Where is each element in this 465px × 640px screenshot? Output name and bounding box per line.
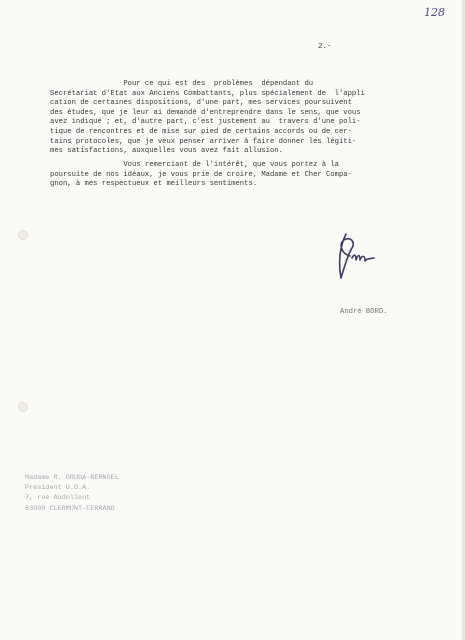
address-line: 7, rue Audollent [25,494,91,503]
recipient-address [25,473,119,514]
address-line: Président U.D.A. [25,484,91,493]
text-line: Secrétariat d'Etat aux Anciens Combattants, plus spécialement de l'appli [50,89,365,98]
folio-number: 128 [424,6,445,19]
address-line: Madame R. GRUDA-BERNOEL [25,474,119,482]
text-line: Vous remerciant de l'intérêt, que vous portez à la [50,161,339,169]
text-line: mes satisfactions, auxquelles vous avez fait allusion. [50,147,283,156]
paragraph-2 [50,161,450,190]
text-line: des études, que je leur ai demandé d'entreprendre dans le sens, que vous [50,108,361,117]
handwritten-signature [332,228,382,286]
punch-hole [18,402,28,412]
text-line: tains protocoles, que je veux penser arriver à faire donner les légiti- [50,137,357,146]
text-line: cation de certaines dispositions, d'une part, mes services poursuivent [50,99,352,108]
text-line: avez indiqué ; et, d'autre part, c'est justement au travers d'une poli- [50,118,361,127]
text-line: gnon, à mes respectueux et meilleurs sentiments. [50,180,258,189]
punch-hole [18,230,28,240]
text-line: Pour ce qui est des problèmes dépendant du [50,80,314,88]
paragraph-1 [50,80,450,157]
signer-name: André BORD. [340,308,388,316]
text-line: tique de rencontres et de mise sur pied de certains accords ou de cer- [50,127,352,136]
text-line: poursuite de nos idéaux, je vous prie de croire, Madame et Cher Compa- [50,170,352,179]
page-number: 2.- [318,43,332,51]
address-line: 63000 CLERMONT-FERRAND [25,504,115,513]
